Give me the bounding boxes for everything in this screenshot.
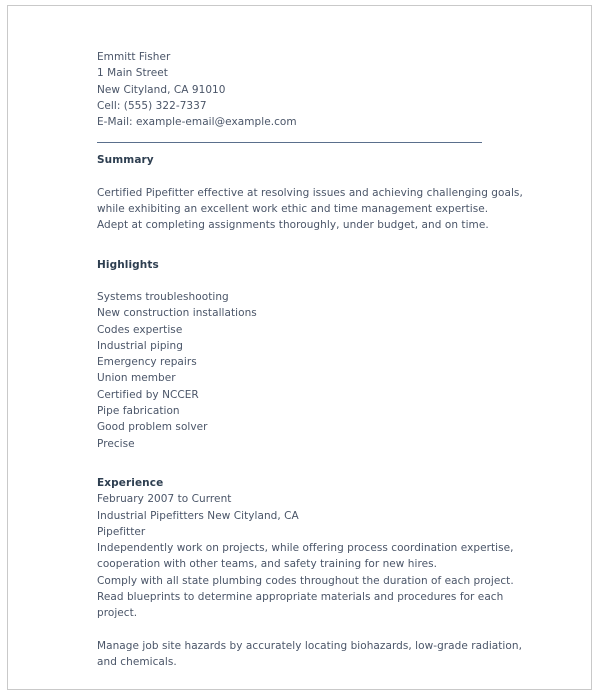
summary-heading: Summary bbox=[97, 154, 154, 167]
list-item: Precise bbox=[97, 437, 135, 450]
list-item: Systems troubleshooting bbox=[97, 290, 229, 303]
experience-employer: Industrial Pipefitters New Cityland, CA bbox=[97, 509, 299, 522]
experience-duty-line: Manage job site hazards by accurately locating biohazards, low-grade radiation, bbox=[97, 639, 522, 652]
highlights-list bbox=[97, 289, 517, 452]
spacer bbox=[97, 169, 517, 185]
experience-duty-line: Comply with all state plumbing codes throughout the duration of each project. bbox=[97, 574, 514, 587]
list-item: Good problem solver bbox=[97, 421, 208, 434]
experience-duty-line: cooperation with other teams, and safety training for new hires. bbox=[97, 558, 438, 571]
spacer bbox=[97, 452, 517, 475]
list-item: Industrial piping bbox=[97, 339, 183, 352]
header-divider bbox=[97, 142, 482, 143]
experience-dates: February 2007 to Current bbox=[97, 493, 232, 506]
summary-line: Adept at completing assignments thoroughly, under budget, and on time. bbox=[97, 219, 489, 232]
spacer bbox=[97, 273, 517, 289]
phone-number: Cell: (555) 322-7337 bbox=[97, 99, 207, 112]
summary-paragraph bbox=[97, 185, 523, 234]
summary-line: while exhibiting an excellent work ethic and time management expertise. bbox=[97, 203, 489, 216]
list-item: Emergency repairs bbox=[97, 356, 197, 369]
experience-entry-continued bbox=[97, 638, 522, 671]
contact-header bbox=[97, 49, 517, 130]
resume-page bbox=[7, 5, 592, 690]
list-item: Codes expertise bbox=[97, 323, 183, 336]
resume-content bbox=[97, 49, 523, 670]
list-item: New construction installations bbox=[97, 307, 257, 320]
list-item: Pipe fabrication bbox=[97, 405, 180, 418]
list-item: Certified by NCCER bbox=[97, 388, 199, 401]
spacer bbox=[97, 622, 517, 638]
experience-job-title: Pipefitter bbox=[97, 525, 146, 538]
experience-heading: Experience bbox=[97, 476, 164, 489]
highlights-heading: Highlights bbox=[97, 258, 159, 271]
address-city-state-zip: New Cityland, CA 91010 bbox=[97, 83, 226, 96]
candidate-name: Emmitt Fisher bbox=[97, 51, 171, 63]
experience-duty-line: Read blueprints to determine appropriate materials and procedures for each bbox=[97, 591, 504, 604]
experience-duty-line: Independently work on projects, while offering process coordination expertise, bbox=[97, 542, 514, 555]
address-street: 1 Main Street bbox=[97, 67, 168, 80]
experience-entry bbox=[97, 491, 517, 621]
experience-duty-line: project. bbox=[97, 607, 138, 620]
experience-duty-line: and chemicals. bbox=[97, 655, 177, 668]
summary-line: Certified Pipefitter effective at resolving issues and achieving challenging goals, bbox=[97, 186, 523, 199]
list-item: Union member bbox=[97, 372, 176, 385]
email-address: E-Mail: example-email@example.com bbox=[97, 116, 297, 129]
spacer bbox=[97, 234, 517, 257]
